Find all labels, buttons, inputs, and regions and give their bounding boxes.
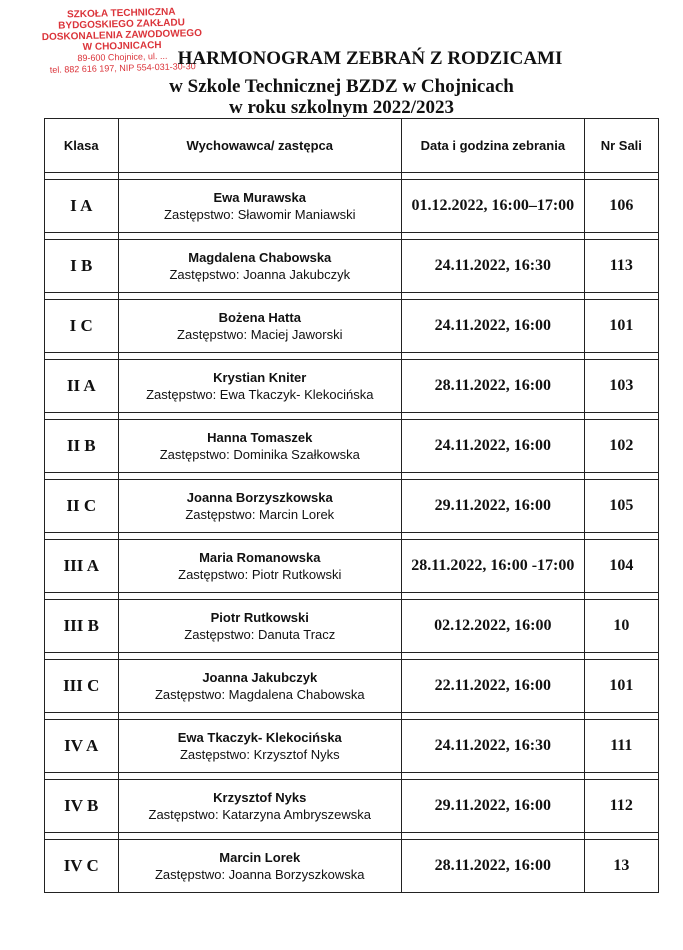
spacer-cell: [584, 233, 658, 240]
spacer-cell: [118, 833, 402, 840]
schedule-rows: [45, 173, 659, 893]
spacer-cell: [118, 713, 402, 720]
room-number-cell: 112: [584, 780, 658, 833]
substitute-name: Zastępstwo: Danuta Tracz: [184, 627, 336, 642]
page-subtitle-school: w Szkole Technicznej BZDZ w Chojnicach: [169, 76, 514, 97]
room-number-cell: 102: [584, 420, 658, 473]
substitute-name: Zastępstwo: Marcin Lorek: [185, 507, 335, 522]
table-row: [45, 180, 659, 233]
meeting-datetime-cell: 28.11.2022, 16:00: [402, 840, 585, 893]
schedule-table: [44, 118, 659, 893]
class-cell: II C: [45, 480, 119, 533]
room-number-cell: 103: [584, 360, 658, 413]
teacher-name: Ewa Murawska: [213, 190, 307, 205]
room-number-cell: 13: [584, 840, 658, 893]
class-cell: III B: [45, 600, 119, 653]
spacer-cell: [402, 713, 585, 720]
room-number-cell: 113: [584, 240, 658, 293]
row-spacer: [45, 233, 659, 240]
meeting-datetime-cell: 22.11.2022, 16:00: [402, 660, 585, 713]
spacer-cell: [584, 833, 658, 840]
spacer-cell: [45, 713, 119, 720]
teacher-name: Ewa Tkaczyk- Klekocińska: [177, 730, 342, 745]
spacer-cell: [584, 533, 658, 540]
spacer-cell: [584, 413, 658, 420]
spacer-cell: [584, 473, 658, 480]
meeting-datetime-cell: 24.11.2022, 16:30: [402, 720, 585, 773]
column-header-data: Data i godzina zebrania: [402, 119, 585, 173]
stamp-line: W CHOJNICACH: [82, 39, 162, 54]
spacer-cell: [402, 593, 585, 600]
teacher-cell: [118, 300, 402, 353]
class-cell: IV C: [45, 840, 119, 893]
meeting-datetime-cell: 24.11.2022, 16:00: [402, 420, 585, 473]
teacher-cell: [118, 600, 402, 653]
spacer-cell: [45, 233, 119, 240]
spacer-cell: [45, 293, 119, 300]
spacer-cell: [45, 413, 119, 420]
row-spacer: [45, 353, 659, 360]
substitute-name: Zastępstwo: Dominika Szałkowska: [159, 447, 360, 462]
class-cell: I A: [45, 180, 119, 233]
spacer-cell: [402, 473, 585, 480]
row-spacer: [45, 413, 659, 420]
stamp-line: 89-600 Chojnice, ul. ...: [77, 50, 168, 64]
teacher-cell: [118, 180, 402, 233]
spacer-cell: [584, 173, 658, 180]
spacer-cell: [402, 173, 585, 180]
teacher-cell: [118, 840, 402, 893]
room-number-cell: 101: [584, 300, 658, 353]
spacer-cell: [45, 593, 119, 600]
teacher-name: Marcin Lorek: [219, 850, 301, 865]
spacer-cell: [118, 413, 402, 420]
meeting-datetime-cell: 29.11.2022, 16:00: [402, 480, 585, 533]
meeting-datetime-cell: 28.11.2022, 16:00: [402, 360, 585, 413]
stamp-line: BYDGOSKIEGO ZAKŁADU: [58, 17, 186, 32]
spacer-cell: [118, 473, 402, 480]
substitute-name: Zastępstwo: Joanna Borzyszkowska: [154, 867, 365, 882]
substitute-name: Zastępstwo: Joanna Jakubczyk: [169, 267, 351, 282]
spacer-cell: [402, 833, 585, 840]
row-spacer: [45, 533, 659, 540]
spacer-cell: [118, 593, 402, 600]
teacher-name: Maria Romanowska: [199, 550, 321, 565]
table-row: [45, 480, 659, 533]
meeting-datetime-cell: 24.11.2022, 16:00: [402, 300, 585, 353]
teacher-cell: [118, 420, 402, 473]
spacer-cell: [402, 773, 585, 780]
teacher-name: Joanna Borzyszkowska: [186, 490, 333, 505]
table-row: [45, 240, 659, 293]
table-row: [45, 420, 659, 473]
substitute-name: Zastępstwo: Magdalena Chabowska: [154, 687, 365, 702]
page-title: HARMONOGRAM ZEBRAŃ Z RODZICAMI: [177, 48, 563, 69]
spacer-cell: [402, 233, 585, 240]
class-cell: II B: [45, 420, 119, 473]
spacer-cell: [402, 293, 585, 300]
row-spacer: [45, 293, 659, 300]
teacher-cell: [118, 240, 402, 293]
class-cell: II A: [45, 360, 119, 413]
teacher-cell: [118, 660, 402, 713]
table-row: [45, 660, 659, 713]
substitute-name: Zastępstwo: Ewa Tkaczyk- Klekocińska: [146, 387, 374, 402]
table-row: [45, 300, 659, 353]
row-spacer: [45, 593, 659, 600]
class-cell: III A: [45, 540, 119, 593]
spacer-cell: [45, 473, 119, 480]
table-row: [45, 840, 659, 893]
spacer-cell: [402, 653, 585, 660]
class-cell: IV B: [45, 780, 119, 833]
substitute-name: Zastępstwo: Katarzyna Ambryszewska: [148, 807, 372, 822]
teacher-name: Joanna Jakubczyk: [202, 670, 318, 685]
teacher-name: Piotr Rutkowski: [210, 610, 309, 625]
room-number-cell: 10: [584, 600, 658, 653]
spacer-cell: [45, 653, 119, 660]
table-row: [45, 600, 659, 653]
meeting-datetime-cell: 28.11.2022, 16:00 -17:00: [402, 540, 585, 593]
spacer-cell: [118, 533, 402, 540]
room-number-cell: 104: [584, 540, 658, 593]
meeting-datetime-cell: 29.11.2022, 16:00: [402, 780, 585, 833]
spacer-cell: [584, 593, 658, 600]
spacer-cell: [118, 773, 402, 780]
stamp-line: SZKOŁA TECHNICZNA: [66, 6, 176, 21]
spacer-cell: [118, 293, 402, 300]
spacer-cell: [402, 353, 585, 360]
spacer-cell: [45, 833, 119, 840]
spacer-cell: [45, 533, 119, 540]
spacer-cell: [584, 353, 658, 360]
class-cell: I C: [45, 300, 119, 353]
teacher-cell: [118, 540, 402, 593]
column-header-wychowawca: Wychowawca/ zastępca: [118, 119, 402, 173]
meeting-datetime-cell: 02.12.2022, 16:00: [402, 600, 585, 653]
teacher-name: Magdalena Chabowska: [188, 250, 332, 265]
stamp-line: DOSKONALENIA ZAWODOWEGO: [41, 27, 203, 44]
spacer-cell: [45, 773, 119, 780]
row-spacer: [45, 833, 659, 840]
spacer-cell: [584, 713, 658, 720]
spacer-cell: [584, 293, 658, 300]
row-spacer: [45, 773, 659, 780]
teacher-cell: [118, 360, 402, 413]
teacher-name: Hanna Tomaszek: [207, 430, 313, 445]
class-cell: IV A: [45, 720, 119, 773]
room-number-cell: 101: [584, 660, 658, 713]
spacer-cell: [584, 653, 658, 660]
table-row: [45, 540, 659, 593]
column-header-klasa: Klasa: [45, 119, 119, 173]
teacher-name: Krzysztof Nyks: [213, 790, 307, 805]
table-header-row: [45, 119, 659, 173]
teacher-name: Krystian Kniter: [213, 370, 307, 385]
row-spacer: [45, 173, 659, 180]
spacer-cell: [584, 773, 658, 780]
spacer-cell: [45, 353, 119, 360]
table-row: [45, 780, 659, 833]
row-spacer: [45, 713, 659, 720]
page-subtitle-year: w roku szkolnym 2022/2023: [228, 97, 455, 118]
column-header-sala: Nr Sali: [584, 119, 658, 173]
room-number-cell: 111: [584, 720, 658, 773]
teacher-name: Bożena Hatta: [218, 310, 301, 325]
spacer-cell: [118, 353, 402, 360]
room-number-cell: 105: [584, 480, 658, 533]
spacer-cell: [402, 533, 585, 540]
teacher-cell: [118, 480, 402, 533]
spacer-cell: [118, 233, 402, 240]
row-spacer: [45, 653, 659, 660]
class-cell: III C: [45, 660, 119, 713]
spacer-cell: [45, 173, 119, 180]
substitute-name: Zastępstwo: Piotr Rutkowski: [178, 567, 342, 582]
room-number-cell: 106: [584, 180, 658, 233]
row-spacer: [45, 473, 659, 480]
meeting-datetime-cell: 24.11.2022, 16:30: [402, 240, 585, 293]
spacer-cell: [402, 413, 585, 420]
substitute-name: Zastępstwo: Maciej Jaworski: [177, 327, 343, 342]
meeting-datetime-cell: 01.12.2022, 16:00–17:00: [402, 180, 585, 233]
stamp-line: tel. 882 616 197, NIP 554-031-30-30: [49, 61, 196, 75]
substitute-name: Zastępstwo: Sławomir Maniawski: [164, 207, 356, 222]
teacher-cell: [118, 720, 402, 773]
spacer-cell: [118, 173, 402, 180]
substitute-name: Zastępstwo: Krzysztof Nyks: [179, 747, 340, 762]
table-row: [45, 720, 659, 773]
table-row: [45, 360, 659, 413]
class-cell: I B: [45, 240, 119, 293]
teacher-cell: [118, 780, 402, 833]
spacer-cell: [118, 653, 402, 660]
